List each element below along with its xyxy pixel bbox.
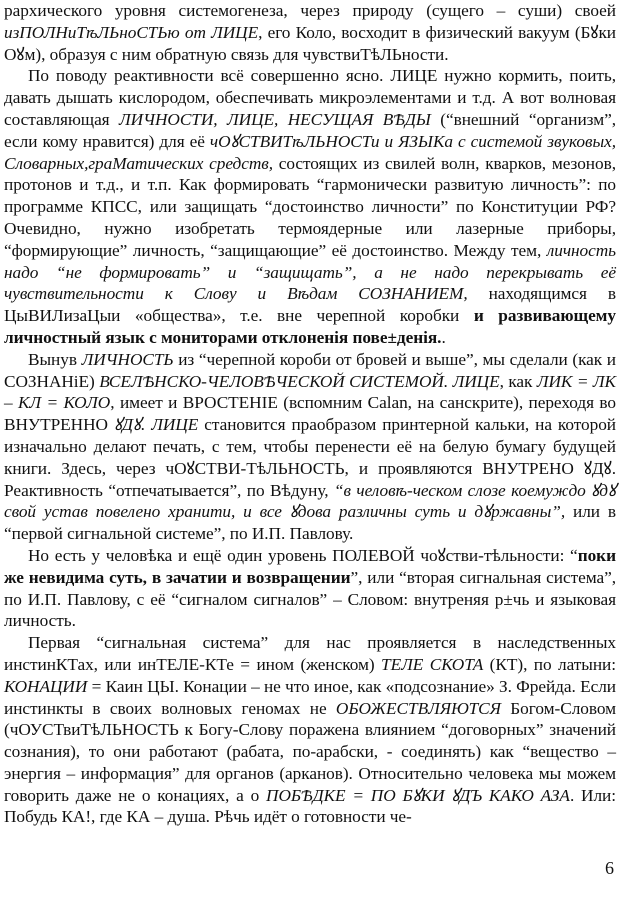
text-run-italic: ЛИЧНОСТИ, ЛИЦЕ, НЕСУЩАЯ ВѢДЫ xyxy=(119,109,431,129)
text-run: = Каин ЦЫ. Конации – не что иное, как «подсознание» З. Фрейда. Если инстинкты в своих волновых геномах не xyxy=(4,676,616,718)
text-run: . xyxy=(441,327,446,347)
text-run: , как xyxy=(499,371,537,391)
text-run: , имеет и ВРОСТЕНIЕ (вспомним Calan, на санскрите), переходя во ВНУТРЕННО xyxy=(4,393,616,435)
page-number: 6 xyxy=(605,858,614,878)
text-run: , его Коло, восходит в физический вакуум (Бꙋки Оꙋм), образуя с ним обратную связь для чувствиТѣЛЬности. xyxy=(4,22,617,64)
text-run-italic: ЛИК = ЛК – КЛ = КОЛО xyxy=(4,371,616,413)
text-run-italic: изПОЛНиТѣЛЬноСТЬю от ЛИЦЕ xyxy=(4,22,259,42)
paragraph-3 xyxy=(4,349,616,545)
text-run-italic: “в человѣ-ческом слозе коемуждо ꙋдꙋ свой устав повелено хранити, и все ꙋдова различны суть и дꙋржавны”, xyxy=(4,480,616,522)
text-run-italic: ꙋДꙋ. ЛИЦЕ xyxy=(113,415,199,435)
paragraph-1 xyxy=(4,0,616,65)
text-run-italic: ВСЕЛѢНСКО-ЧЕЛОВѢЧЕСКОЙ СИСТЕМОЙ. ЛИЦЕ xyxy=(99,371,500,391)
text-run-italic: КОНАЦИИ xyxy=(4,676,88,696)
paragraph-5 xyxy=(4,632,616,828)
text-run: Первая “сигнальная система” для нас проявляется в наследственных инстинКТах, или инТЕЛЕ-КТе = ином (женском) xyxy=(4,633,616,674)
text-run: Вынув xyxy=(28,349,82,369)
text-run: находящимся в ЦыВИЛизаЦыи «общества», т.е. вне черепной коробки xyxy=(4,284,616,326)
text-run: . Или: Побудь КА!, где КА – душа. Рѣчь идёт о готовности че- xyxy=(4,785,616,827)
text-run: ”, или “вторая сигнальная система”, по И.П. Павлову, с её “сигналом сигналов” – Словом: внутреняя р±чь и языковая личность. xyxy=(4,567,616,631)
text-run-italic: чОꙋСТВИТѣЛЬНОСТи и ЯЗЫКа с системой звуковых, Словарных,граМатических средств, xyxy=(4,131,616,173)
text-run-italic: личность надо “не формировать” и “защищать”, а не надо перекрывать её чувствительности к Слову и Вѣдам СОЗНАНИЕМ, xyxy=(4,240,616,304)
body-text xyxy=(4,0,616,828)
text-run: состоящих из свилей волн, кварков, мезонов, протонов и т.д., и т.п. Как формировать “гармонически развитую личность”: по программе КПСС, или защищать “достоинство личности” по Конституции РФ? Очевидно, нужно изобретать термоядерные или лазерные приборы, “формирующие” личность, “защищающие” её достоинство. Между тем, xyxy=(4,153,616,260)
text-run-italic: ОБОЖЕСТВЛЯЮТСЯ xyxy=(335,698,501,718)
text-run: Богом-Словом (чОУСТвиТѣЛЬНОСТЬ к Богу-Слову поражена влиянием “договорных” значений сознания), то они работают (рабата, по-арабски, - соединять) как “вещество – энергия – информация” для органов (арканов). Относительно человека мы можем говорить даже не о конациях, а о xyxy=(4,698,616,805)
text-run: (КТ), по латыни: xyxy=(483,654,616,674)
text-run: рархического уровня системогенеза, через природу (сущего – суши) своей xyxy=(4,1,616,20)
text-run-bold: поки же невидима суть, в зачатии и возвращении xyxy=(4,545,616,587)
text-run-italic: ЛИЧНОСТЬ xyxy=(81,349,174,369)
text-run: (“внешний “организм”, если кому нравится) для её xyxy=(4,109,616,151)
text-run-italic: ПОБѢДКЕ = ПО БꙋКИ ꙋДЪ КАКО АЗА xyxy=(266,785,570,805)
text-run-italic: ТЕЛЕ СКОТА xyxy=(381,654,484,674)
text-run: или в “первой сигнальной системе”, по И.П. Павлову. xyxy=(4,502,616,544)
text-run: из “черепной короби от бровей и выше”, мы сделали (как и СОЗНАНiЕ) xyxy=(4,349,616,391)
text-run-bold: и развивающему личностный язык с мониторами отклоненія пове±денія. xyxy=(4,306,616,347)
text-run: Но есть у человѣка и ещё один уровень ПОЛЕВОЙ чоꙋстви-тѣльности: “ xyxy=(28,545,578,565)
text-run: По поводу реактивности всё совершенно ясно. ЛИЦЕ нужно кормить, поить, давать дышать кислородом, обеспечивать микроэлементами и т.д. А вот волновая составляющая xyxy=(4,66,616,129)
paragraph-4 xyxy=(4,545,616,632)
paragraph-2 xyxy=(4,65,616,348)
text-run: становится праобразом принтерной кальки, на которой изначально делают печать, с тем, чтобы перенести её на белую бумагу будущей книги. Здесь, через чОꙋСТВИ-ТѣЛЬНОСТЬ, и проявляются ВНУТРЕНО ꙋДꙋ. Реактивность “отпечатывается”, по Вѣдуну, xyxy=(4,415,616,500)
